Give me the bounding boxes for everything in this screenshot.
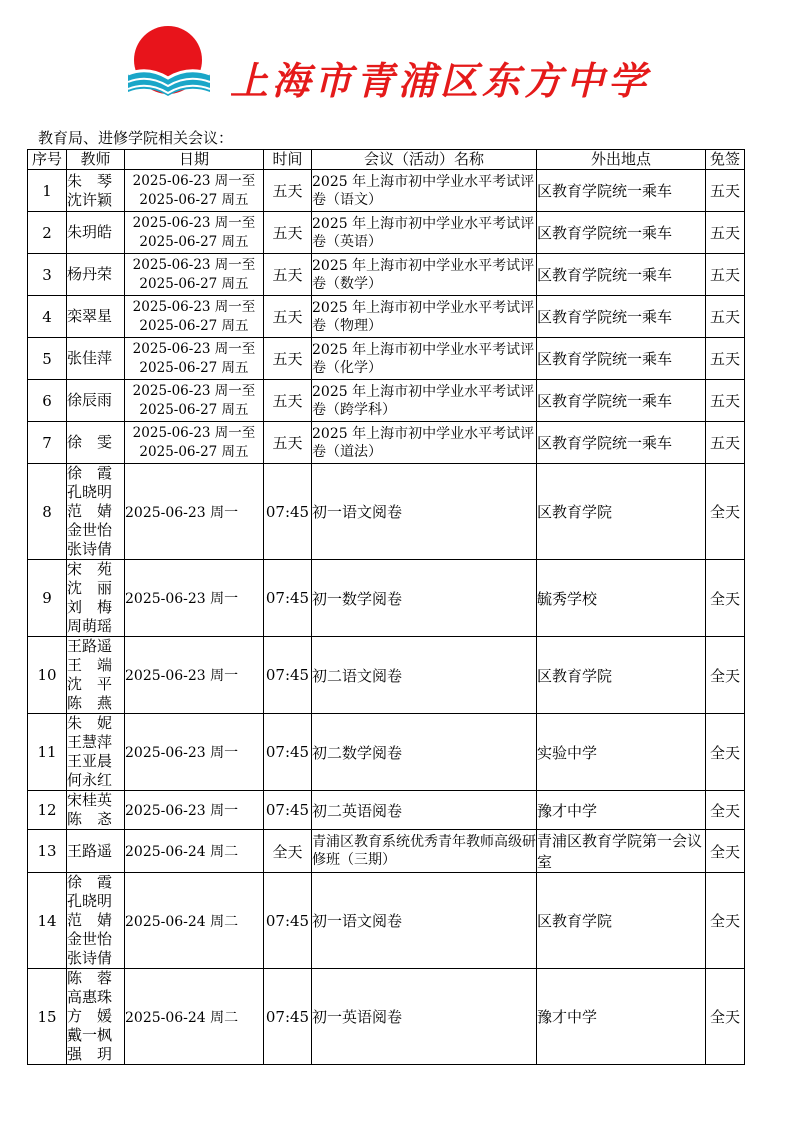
- teacher-name: 范 婧: [67, 911, 113, 929]
- time-cell: 五天: [264, 338, 312, 380]
- table-row: [28, 422, 745, 464]
- exempt-cell: 五天: [706, 296, 745, 338]
- date-line: 2025-06-24 周二: [125, 913, 239, 930]
- location-cell: 区教育学院统一乘车: [537, 254, 706, 296]
- teacher-name: 杨丹荣: [67, 265, 113, 283]
- teacher-names: [67, 637, 125, 714]
- table-row: [28, 170, 745, 212]
- location-cell: 区教育学院: [537, 637, 706, 714]
- teacher-name: 王亚晨: [67, 752, 113, 770]
- meeting-name: 初二英语阅卷: [312, 791, 537, 830]
- meeting-name: 初二语文阅卷: [312, 637, 537, 714]
- table-row: [28, 380, 745, 422]
- time-cell: 全天: [264, 830, 312, 873]
- location-cell: 区教育学院统一乘车: [537, 212, 706, 254]
- time-cell: 五天: [264, 170, 312, 212]
- meeting-name: 初二数学阅卷: [312, 714, 537, 791]
- table-row: [28, 296, 745, 338]
- teacher-names: [67, 560, 125, 637]
- date-cell: [125, 830, 264, 873]
- teacher-name: 王 端: [67, 656, 113, 674]
- meeting-name: 2025 年上海市初中学业水平考试评卷（道法）: [312, 422, 537, 464]
- time-cell: 07:45: [264, 560, 312, 637]
- date-line: 2025-06-27 周五: [139, 359, 249, 376]
- date-line: 2025-06-24 周二: [125, 844, 239, 860]
- date-line: 2025-06-23 周一至: [132, 256, 256, 273]
- date-line: 2025-06-27 周五: [139, 401, 249, 418]
- location-cell: 区教育学院统一乘车: [537, 338, 706, 380]
- date-line: 2025-06-23 周一至: [132, 172, 256, 189]
- table-row: [28, 464, 745, 560]
- col-header-teacher: 教师: [67, 150, 125, 170]
- date-cell: [125, 791, 264, 830]
- exempt-cell: 全天: [706, 714, 745, 791]
- date-line: 2025-06-23 周一至: [132, 424, 256, 441]
- date-cell: [125, 637, 264, 714]
- teacher-name: 王慧萍: [67, 733, 113, 751]
- meeting-name: 初一数学阅卷: [312, 560, 537, 637]
- time-cell: 07:45: [264, 464, 312, 560]
- row-number: 1: [28, 170, 67, 212]
- teacher-name: 宋桂英: [67, 791, 113, 809]
- section-subtitle: 教育局、进修学院相关会议：: [38, 129, 234, 147]
- exempt-cell: 五天: [706, 254, 745, 296]
- meeting-name: 2025 年上海市初中学业水平考试评卷（跨学科）: [312, 380, 537, 422]
- exempt-cell: 五天: [706, 338, 745, 380]
- table-body: [28, 170, 745, 1065]
- exempt-cell: 全天: [706, 637, 745, 714]
- row-number: 7: [28, 422, 67, 464]
- exempt-cell: 五天: [706, 170, 745, 212]
- time-cell: 五天: [264, 212, 312, 254]
- date-cell: [125, 338, 264, 380]
- date-line: 2025-06-27 周五: [139, 233, 249, 250]
- exempt-cell: 全天: [706, 464, 745, 560]
- location-cell: 区教育学院统一乘车: [537, 380, 706, 422]
- row-number: 10: [28, 637, 67, 714]
- teacher-name: 孔晓明: [67, 483, 113, 501]
- teacher-name: 宋 苑: [67, 560, 113, 578]
- teacher-name: 陈 燕: [67, 694, 113, 712]
- school-logo-icon: [122, 22, 218, 110]
- exempt-cell: 五天: [706, 212, 745, 254]
- teacher-names: [67, 380, 125, 422]
- location-cell: 区教育学院统一乘车: [537, 170, 706, 212]
- time-cell: 07:45: [264, 969, 312, 1065]
- teacher-names: [67, 338, 125, 380]
- teacher-names: [67, 254, 125, 296]
- teacher-name: 高惠珠: [67, 988, 113, 1006]
- date-line: 2025-06-27 周五: [139, 317, 249, 334]
- table-row: [28, 791, 745, 830]
- date-cell: [125, 873, 264, 969]
- teacher-name: 沈许颖: [67, 190, 113, 209]
- teacher-name: 强 玥: [67, 1045, 113, 1063]
- teacher-name: 徐辰雨: [67, 391, 113, 409]
- meeting-name: 2025 年上海市初中学业水平考试评卷（物理）: [312, 296, 537, 338]
- teacher-name: 王路遥: [67, 637, 113, 655]
- table-row: [28, 830, 745, 873]
- date-line: 2025-06-23 周一: [125, 668, 239, 684]
- teacher-name: 张诗倩: [67, 540, 113, 558]
- meeting-name: 2025 年上海市初中学业水平考试评卷（语文）: [312, 170, 537, 212]
- time-cell: 五天: [264, 296, 312, 338]
- meeting-name: 初一语文阅卷: [312, 873, 537, 969]
- table-row: [28, 254, 745, 296]
- col-header-location: 外出地点: [537, 150, 706, 170]
- date-line: 2025-06-27 周五: [139, 443, 249, 460]
- teacher-name: 何永红: [67, 771, 113, 789]
- exempt-cell: 全天: [706, 830, 745, 873]
- table-row: [28, 714, 745, 791]
- date-cell: [125, 422, 264, 464]
- location-cell: 区教育学院: [537, 873, 706, 969]
- date-cell: [125, 212, 264, 254]
- exempt-cell: 五天: [706, 422, 745, 464]
- date-line: 2025-06-24 周二: [125, 1009, 239, 1026]
- date-line: 2025-06-23 周一: [125, 504, 239, 521]
- table-header-row: [28, 150, 745, 170]
- teacher-name: 徐 霞: [67, 873, 113, 891]
- teacher-name: 徐 雯: [67, 433, 113, 451]
- teacher-names: [67, 873, 125, 969]
- location-cell: 青浦区教育学院第一会议室: [537, 830, 706, 873]
- col-header-meeting: 会议（活动）名称: [312, 150, 537, 170]
- teacher-names: [67, 714, 125, 791]
- school-header: [122, 22, 651, 112]
- date-line: 2025-06-23 周一至: [132, 340, 256, 357]
- time-cell: 07:45: [264, 714, 312, 791]
- teacher-name: 徐 霞: [67, 464, 113, 482]
- date-line: 2025-06-23 周一: [125, 803, 239, 819]
- location-cell: 实验中学: [537, 714, 706, 791]
- row-number: 5: [28, 338, 67, 380]
- date-line: 2025-06-27 周五: [139, 275, 249, 292]
- teacher-names: [67, 791, 125, 830]
- teacher-name: 孔晓明: [67, 892, 113, 910]
- date-line: 2025-06-23 周一: [125, 745, 239, 761]
- teacher-names: [67, 170, 125, 212]
- row-number: 6: [28, 380, 67, 422]
- date-cell: [125, 560, 264, 637]
- date-cell: [125, 464, 264, 560]
- teacher-name: 方 媛: [67, 1007, 113, 1025]
- meeting-name: 初一英语阅卷: [312, 969, 537, 1065]
- exempt-cell: 全天: [706, 969, 745, 1065]
- teacher-name: 周萌瑶: [67, 617, 113, 635]
- teacher-names: [67, 464, 125, 560]
- date-line: 2025-06-23 周一至: [132, 298, 256, 315]
- meeting-name: 2025 年上海市初中学业水平考试评卷（数学）: [312, 254, 537, 296]
- teacher-name: 栾翠星: [67, 307, 113, 325]
- date-cell: [125, 380, 264, 422]
- col-header-time: 时间: [264, 150, 312, 170]
- time-cell: 07:45: [264, 791, 312, 830]
- time-cell: 五天: [264, 422, 312, 464]
- col-header-no: 序号: [28, 150, 67, 170]
- teacher-name: 陈 忞: [67, 810, 113, 828]
- teacher-name: 戴一枫: [67, 1026, 113, 1044]
- row-number: 8: [28, 464, 67, 560]
- table-row: [28, 969, 745, 1065]
- teacher-names: [67, 296, 125, 338]
- col-header-exempt: 免签: [706, 150, 745, 170]
- teacher-name: 沈 平: [67, 675, 113, 693]
- location-cell: 区教育学院统一乘车: [537, 422, 706, 464]
- row-number: 4: [28, 296, 67, 338]
- teacher-name: 王路遥: [67, 841, 113, 860]
- row-number: 11: [28, 714, 67, 791]
- date-line: 2025-06-27 周五: [139, 191, 249, 208]
- date-line: 2025-06-23 周一至: [132, 382, 256, 399]
- table-row: [28, 338, 745, 380]
- exempt-cell: 全天: [706, 560, 745, 637]
- table-row: [28, 637, 745, 714]
- time-cell: 07:45: [264, 873, 312, 969]
- teacher-name: 刘 梅: [67, 598, 113, 616]
- location-cell: 毓秀学校: [537, 560, 706, 637]
- meeting-name: 初一语文阅卷: [312, 464, 537, 560]
- row-number: 13: [28, 830, 67, 873]
- row-number: 12: [28, 791, 67, 830]
- row-number: 9: [28, 560, 67, 637]
- date-cell: [125, 714, 264, 791]
- meeting-name: 青浦区教育系统优秀青年教师高级研修班（三期）: [312, 830, 537, 873]
- location-cell: 豫才中学: [537, 791, 706, 830]
- location-cell: 区教育学院统一乘车: [537, 296, 706, 338]
- date-cell: [125, 296, 264, 338]
- row-number: 3: [28, 254, 67, 296]
- col-header-date: 日期: [125, 150, 264, 170]
- date-cell: [125, 969, 264, 1065]
- meeting-name: 2025 年上海市初中学业水平考试评卷（英语）: [312, 212, 537, 254]
- date-cell: [125, 170, 264, 212]
- teacher-name: 陈 蓉: [67, 969, 113, 987]
- teacher-name: 朱 妮: [67, 714, 113, 732]
- teacher-names: [67, 422, 125, 464]
- date-line: 2025-06-23 周一: [125, 591, 239, 607]
- row-number: 15: [28, 969, 67, 1065]
- teacher-name: 金世怡: [67, 521, 113, 539]
- teacher-names: [67, 830, 125, 873]
- teacher-names: [67, 212, 125, 254]
- row-number: 14: [28, 873, 67, 969]
- time-cell: 07:45: [264, 637, 312, 714]
- table-row: [28, 560, 745, 637]
- location-cell: 豫才中学: [537, 969, 706, 1065]
- meeting-name: 2025 年上海市初中学业水平考试评卷（化学）: [312, 338, 537, 380]
- exempt-cell: 全天: [706, 873, 745, 969]
- teacher-name: 朱玥皓: [67, 223, 113, 241]
- time-cell: 五天: [264, 254, 312, 296]
- exempt-cell: 五天: [706, 380, 745, 422]
- teacher-name: 张诗倩: [67, 949, 113, 967]
- exempt-cell: 全天: [706, 791, 745, 830]
- meeting-schedule-table: [27, 149, 745, 1065]
- teacher-name: 张佳萍: [67, 349, 113, 367]
- row-number: 2: [28, 212, 67, 254]
- teacher-name: 朱 琴: [67, 171, 113, 190]
- date-cell: [125, 254, 264, 296]
- location-cell: 区教育学院: [537, 464, 706, 560]
- date-line: 2025-06-23 周一至: [132, 214, 256, 231]
- teacher-name: 金世怡: [67, 930, 113, 948]
- table-row: [28, 212, 745, 254]
- teacher-names: [67, 969, 125, 1065]
- time-cell: 五天: [264, 380, 312, 422]
- teacher-name: 范 婧: [67, 502, 113, 520]
- school-name: 上海市青浦区东方中学: [230, 58, 651, 103]
- table-row: [28, 873, 745, 969]
- teacher-name: 沈 丽: [67, 579, 113, 597]
